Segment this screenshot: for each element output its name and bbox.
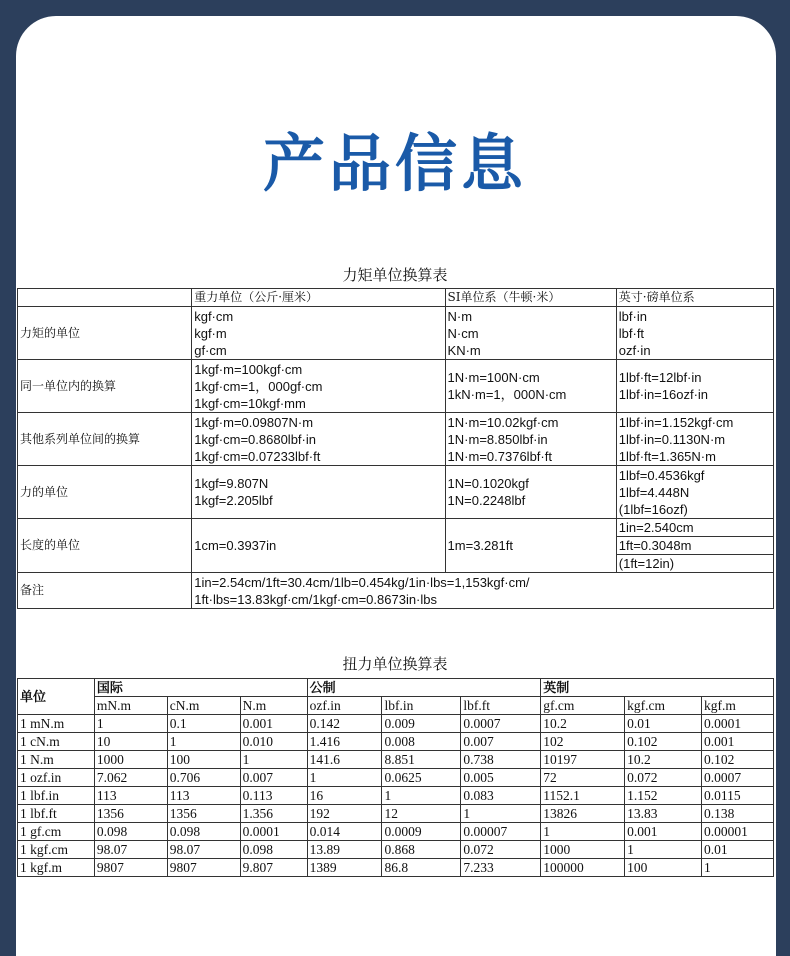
table-row — [18, 787, 774, 805]
value-cell: 1 — [541, 823, 625, 841]
value-cell: 0.00001 — [702, 823, 774, 841]
row-label: 力的单位 — [18, 466, 192, 519]
value-cell: 0.142 — [307, 715, 382, 733]
value-cell: 1000 — [94, 751, 167, 769]
cell-line: kgf·cm — [194, 308, 234, 324]
table-row — [18, 859, 774, 877]
si-cell — [445, 466, 616, 519]
cell-line: 1lbf·ft=12lbf·in — [618, 370, 702, 385]
value-cell: 0.0007 — [702, 769, 774, 787]
table-row — [18, 519, 774, 537]
row-unit: 1 lbf.ft — [18, 805, 95, 823]
cell-line: lbf·in — [618, 308, 647, 324]
note-line: 1in=2.54cm/1ft=30.4cm/1lb=0.454kg/1in·lbs=1,153kgf·cm/ — [194, 574, 530, 590]
row-unit: 1 gf.cm — [18, 823, 95, 841]
row-unit: 1 kgf.m — [18, 859, 95, 877]
value-cell: 1 — [240, 751, 307, 769]
cell-line: 1lbf·in=1.152kgf·cm — [618, 414, 734, 430]
value-cell: 10 — [94, 733, 167, 751]
value-cell: 9.807 — [240, 859, 307, 877]
imperial-cell: 1ft=0.3048m — [616, 537, 773, 555]
cell-line: KN·m — [447, 342, 481, 358]
value-cell: 0.0007 — [461, 715, 541, 733]
value-cell: 10.2 — [541, 715, 625, 733]
column-header: kgf.cm — [625, 697, 702, 715]
value-cell: 0.00007 — [461, 823, 541, 841]
value-cell: 1 — [94, 715, 167, 733]
header-cell: 英寸·磅单位系 — [616, 289, 773, 307]
note-row — [18, 573, 774, 609]
cell-line: 1lbf=4.448N — [618, 484, 690, 500]
value-cell: 0.008 — [382, 733, 461, 751]
value-cell: 0.868 — [382, 841, 461, 859]
unit-header: 单位 — [18, 679, 95, 715]
value-cell: 0.083 — [461, 787, 541, 805]
value-cell: 7.233 — [461, 859, 541, 877]
si-cell — [445, 413, 616, 466]
cell-line: 1kgf=2.205lbf — [194, 493, 273, 508]
table-row — [18, 841, 774, 859]
value-cell: 141.6 — [307, 751, 382, 769]
row-label: 同一单位内的换算 — [18, 360, 192, 413]
imperial-cell: (1ft=12in) — [616, 555, 773, 573]
value-cell: 1356 — [167, 805, 240, 823]
value-cell: 13826 — [541, 805, 625, 823]
value-cell: 0.072 — [461, 841, 541, 859]
value-cell: 7.062 — [94, 769, 167, 787]
gravity-cell — [192, 307, 445, 360]
row-label: 其他系列单位间的换算 — [18, 413, 192, 466]
column-header: lbf.ft — [461, 697, 541, 715]
group-header: 公制 — [307, 679, 541, 697]
value-cell: 0.0001 — [702, 715, 774, 733]
value-cell: 1 — [382, 787, 461, 805]
value-cell: 1.416 — [307, 733, 382, 751]
row-unit: 1 mN.m — [18, 715, 95, 733]
value-cell: 10197 — [541, 751, 625, 769]
note-cell — [192, 573, 774, 609]
cell-line: 1kgf·m=0.09807N·m — [194, 414, 314, 430]
cell-line: 1N=0.2248lbf — [447, 493, 526, 508]
twist-table-body — [18, 715, 774, 877]
value-cell: 1000 — [541, 841, 625, 859]
value-cell: 100000 — [541, 859, 625, 877]
gravity-cell — [192, 360, 445, 413]
column-header: mN.m — [94, 697, 167, 715]
row-unit: 1 N.m — [18, 751, 95, 769]
value-cell: 1.152 — [625, 787, 702, 805]
cell-line: lbf·ft — [618, 325, 645, 341]
value-cell: 98.07 — [167, 841, 240, 859]
imperial-cell — [616, 466, 773, 519]
cell-line: gf·cm — [194, 342, 227, 358]
table-row — [18, 307, 774, 360]
value-cell: 72 — [541, 769, 625, 787]
column-header: kgf.m — [702, 697, 774, 715]
imperial-cell — [616, 360, 773, 413]
cell-line: N·cm — [447, 325, 479, 341]
value-cell: 0.001 — [702, 733, 774, 751]
table-row — [18, 466, 774, 519]
cell-line: 1kgf=9.807N — [194, 476, 269, 491]
si-cell: 1m=3.281ft — [445, 519, 616, 573]
cell-line: 1N=0.1020kgf — [447, 476, 529, 491]
si-cell — [445, 307, 616, 360]
value-cell: 192 — [307, 805, 382, 823]
group-header-row — [18, 679, 774, 697]
value-cell: 9807 — [94, 859, 167, 877]
header-cell: SI单位系（牛顿·米） — [445, 289, 616, 307]
column-header: ozf.in — [307, 697, 382, 715]
table-row — [18, 733, 774, 751]
value-cell: 0.014 — [307, 823, 382, 841]
cell-line: ozf·in — [618, 342, 651, 358]
column-header-row — [18, 697, 774, 715]
row-unit: 1 cN.m — [18, 733, 95, 751]
value-cell: 0.738 — [461, 751, 541, 769]
value-cell: 1356 — [94, 805, 167, 823]
value-cell: 1 — [702, 859, 774, 877]
value-cell: 0.1 — [167, 715, 240, 733]
table-row — [18, 751, 774, 769]
note-label: 备注 — [18, 573, 192, 609]
cell-line: 1kgf·cm=1，000gf·cm — [194, 378, 323, 394]
value-cell: 100 — [625, 859, 702, 877]
cell-line: 1N·m=8.850lbf·in — [447, 431, 548, 447]
value-cell: 0.138 — [702, 805, 774, 823]
value-cell: 0.0625 — [382, 769, 461, 787]
cell-line: 1lbf·in=0.1130N·m — [618, 431, 726, 447]
value-cell: 113 — [94, 787, 167, 805]
value-cell: 0.0001 — [240, 823, 307, 841]
value-cell: 0.706 — [167, 769, 240, 787]
value-cell: 0.001 — [625, 823, 702, 841]
value-cell: 0.001 — [240, 715, 307, 733]
value-cell: 1389 — [307, 859, 382, 877]
si-cell — [445, 360, 616, 413]
column-header: N.m — [240, 697, 307, 715]
imperial-cell — [616, 307, 773, 360]
value-cell: 0.007 — [461, 733, 541, 751]
value-cell: 0.0115 — [702, 787, 774, 805]
column-header: cN.m — [167, 697, 240, 715]
note-line: 1ft·lbs=13.83kgf·cm/1kgf·cm=0.8673in·lbs — [194, 591, 438, 607]
twist-table-caption: 扭力单位换算表 — [342, 655, 448, 673]
value-cell: 13.89 — [307, 841, 382, 859]
table-row — [18, 413, 774, 466]
value-cell: 1 — [167, 733, 240, 751]
value-cell: 0.102 — [702, 751, 774, 769]
page-title: 产品信息 — [262, 127, 527, 200]
value-cell: 0.102 — [625, 733, 702, 751]
value-cell: 1152.1 — [541, 787, 625, 805]
twist-conversion-table — [17, 678, 774, 877]
cell-line: kgf·m — [194, 325, 227, 341]
cell-line: 1N·m=10.02kgf·cm — [447, 414, 559, 430]
table-row — [18, 823, 774, 841]
value-cell: 0.098 — [240, 841, 307, 859]
group-header: 国际 — [94, 679, 307, 697]
row-unit: 1 kgf.cm — [18, 841, 95, 859]
value-cell: 1 — [461, 805, 541, 823]
header-cell — [18, 289, 192, 307]
cell-line: 1lbf·ft=1.365N·m — [618, 448, 716, 464]
value-cell: 9807 — [167, 859, 240, 877]
value-cell: 86.8 — [382, 859, 461, 877]
cell-line: 1N·m=100N·cm — [447, 370, 540, 385]
column-header: gf.cm — [541, 697, 625, 715]
cell-line: 1lbf=0.4536kgf — [618, 467, 705, 483]
gravity-cell — [192, 466, 445, 519]
value-cell: 16 — [307, 787, 382, 805]
value-cell: 102 — [541, 733, 625, 751]
torque-table-caption: 力矩单位换算表 — [342, 266, 448, 284]
value-cell: 1 — [625, 841, 702, 859]
value-cell: 0.113 — [240, 787, 307, 805]
cell-line: 1kgf·m=100kgf·cm — [194, 361, 303, 377]
header-cell: 重力单位（公斤·厘米） — [192, 289, 445, 307]
value-cell: 0.01 — [702, 841, 774, 859]
value-cell: 0.098 — [94, 823, 167, 841]
cell-line: (1lbf=16ozf) — [618, 501, 688, 517]
value-cell: 100 — [167, 751, 240, 769]
value-cell: 0.01 — [625, 715, 702, 733]
gravity-cell: 1cm=0.3937in — [192, 519, 445, 573]
value-cell: 8.851 — [382, 751, 461, 769]
value-cell: 0.010 — [240, 733, 307, 751]
table-row — [18, 715, 774, 733]
value-cell: 98.07 — [94, 841, 167, 859]
row-unit: 1 ozf.in — [18, 769, 95, 787]
cell-line: 1lbf·in=16ozf·in — [618, 387, 709, 402]
torque-conversion-table — [17, 288, 774, 609]
value-cell: 0.0009 — [382, 823, 461, 841]
cell-line: 1kgf·cm=0.07233lbf·ft — [194, 448, 321, 464]
value-cell: 1 — [307, 769, 382, 787]
group-header: 英制 — [541, 679, 774, 697]
table-row — [18, 769, 774, 787]
value-cell: 0.072 — [625, 769, 702, 787]
cell-line: N·m — [447, 308, 473, 324]
table-row — [18, 360, 774, 413]
table-row — [18, 805, 774, 823]
value-cell: 1.356 — [240, 805, 307, 823]
imperial-cell: 1in=2.540cm — [616, 519, 773, 537]
value-cell: 0.009 — [382, 715, 461, 733]
torque-header-row — [18, 289, 774, 307]
value-cell: 113 — [167, 787, 240, 805]
cell-line: 1kgf·cm=0.8680lbf·in — [194, 431, 316, 447]
cell-line: 1kgf·cm=10kgf·mm — [194, 395, 306, 411]
gravity-cell — [192, 413, 445, 466]
value-cell: 0.007 — [240, 769, 307, 787]
value-cell: 13.83 — [625, 805, 702, 823]
value-cell: 0.005 — [461, 769, 541, 787]
value-cell: 0.098 — [167, 823, 240, 841]
row-unit: 1 lbf.in — [18, 787, 95, 805]
imperial-cell — [616, 413, 773, 466]
row-label: 力矩的单位 — [18, 307, 192, 360]
cell-line: 1N·m=0.7376lbf·ft — [447, 448, 552, 464]
column-header: lbf.in — [382, 697, 461, 715]
value-cell: 12 — [382, 805, 461, 823]
cell-line: 1kN·m=1，000N·cm — [447, 387, 567, 402]
row-label: 长度的单位 — [18, 519, 192, 573]
value-cell: 10.2 — [625, 751, 702, 769]
